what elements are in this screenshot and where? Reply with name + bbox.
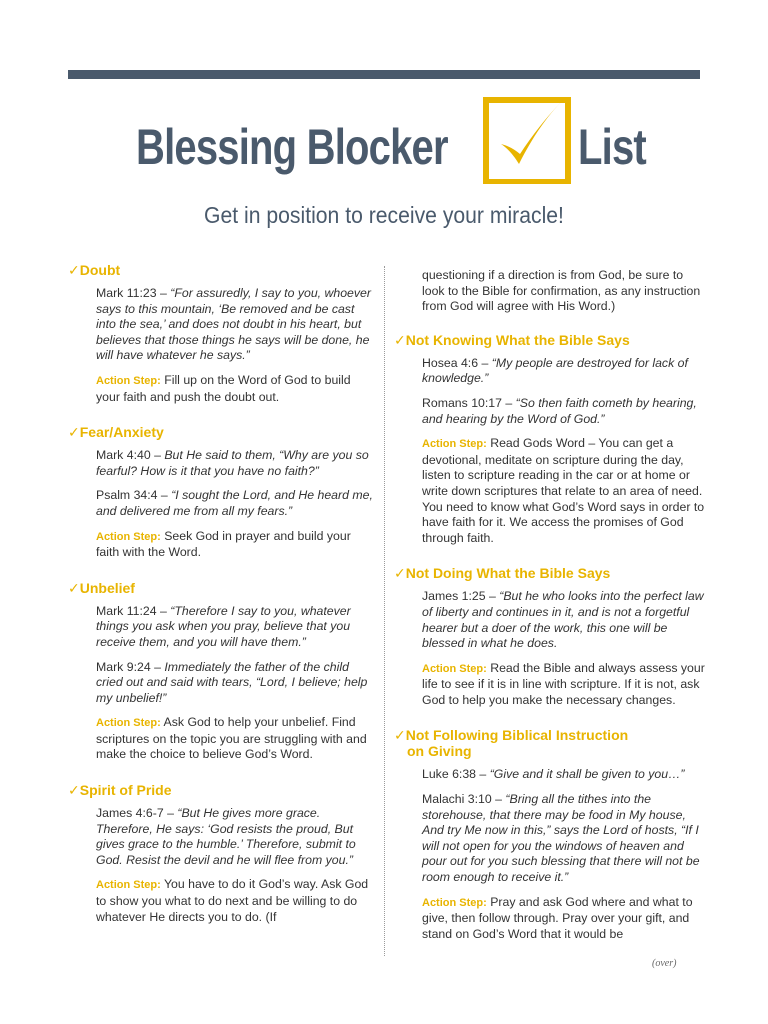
action-text: Seek God in prayer and build your faith with the Word. — [96, 528, 351, 560]
check-icon: ✓ — [394, 565, 406, 582]
heading-text: Not Doing What the Bible Says — [405, 565, 611, 582]
action-label: Action Step: — [96, 879, 161, 892]
scripture — [96, 604, 374, 651]
section-heading — [394, 727, 706, 759]
scripture-ref: Mark 11:23 – — [96, 286, 167, 300]
page-title-list: List — [578, 119, 646, 175]
heading-text: Not Following Biblical Instruction — [405, 727, 629, 744]
action-step — [96, 715, 374, 763]
action-label: Action Step: — [96, 374, 161, 387]
check-icon: ✓ — [68, 262, 80, 278]
scripture — [96, 488, 374, 519]
continued-text: questioning if a direction is from God, be sure to look to the Bible for confirmation, as any instruction from God will agree with His Word.) — [422, 268, 701, 314]
action-label: Action Step: — [422, 438, 487, 451]
check-icon: ✓ — [394, 727, 406, 744]
scripture-quote: “So then faith cometh by hearing, and hearing by the Word of God.” — [422, 395, 697, 426]
action-text: You have to do it God’s way. Ask God to show you what to do next and be willing to do whatever He directs you to do. (If — [96, 877, 369, 924]
over-note: (over) — [652, 958, 677, 969]
scripture-ref: Romans 10:17 – — [422, 395, 513, 410]
scripture — [96, 806, 374, 868]
scripture — [422, 356, 706, 387]
check-icon: ✓ — [68, 579, 80, 596]
scripture — [422, 396, 706, 427]
scripture-ref: Psalm 34:4 – — [96, 488, 168, 503]
scripture-quote: “I sought the Lord, and He heard me, and delivered me from all my fears.” — [96, 488, 373, 518]
section-heading — [394, 332, 706, 348]
checkbox-check-icon — [483, 96, 571, 184]
scripture-quote: “But he who looks into the perfect law of liberty and continues in it, and is not a forgetful hearer but a doer of the work, this one will be blessed in what he does. — [422, 589, 704, 651]
section-not-knowing — [394, 332, 706, 547]
action-step — [422, 895, 706, 943]
action-text: Ask God to help your unbelief. Find scriptures on the topic you are struggling with and make the choice to believe God’s Word. — [96, 715, 367, 762]
scripture — [422, 589, 706, 651]
scripture-ref: Mark 9:24 – — [96, 659, 161, 674]
right-column — [394, 268, 706, 961]
section-giving — [394, 727, 706, 942]
action-text: Read the Bible and always assess your life to see if it is in line with scripture. If it is not, ask God to help you make the necessary changes. — [422, 660, 705, 707]
scripture-quote: “But He gives more grace. Therefore, He says: ‘God resists the proud, But gives grace to the humble.’ Therefore, submit to God. Resist the devil and he will flee from you.” — [96, 806, 356, 867]
heading-text: Spirit of Pride — [79, 782, 172, 799]
section-not-doing — [394, 565, 706, 708]
scripture — [422, 767, 706, 783]
scripture-ref: Malachi 3:10 – — [422, 792, 502, 807]
scripture-quote: “Bring all the tithes into the storehouse, that there may be food in My house, And try Me now in this,” says the Lord of hosts, “If I will not open for you the windows of heaven and pour out for you such blessing that there will not be room enough to receive it.” — [422, 792, 700, 885]
scripture-ref: Luke 6:38 – — [422, 767, 487, 782]
action-step — [422, 661, 706, 709]
check-icon: ✓ — [68, 782, 80, 799]
page-subtitle: Get in position to receive your miracle! — [204, 202, 564, 228]
section-heading — [394, 565, 706, 581]
scripture-ref: Hosea 4:6 – — [422, 355, 489, 370]
action-step — [96, 529, 374, 561]
column-divider — [384, 266, 385, 956]
section-heading — [68, 782, 374, 798]
top-rule — [68, 70, 700, 79]
section-unbelief — [68, 580, 374, 763]
section-pride — [68, 782, 374, 925]
scripture-ref: Mark 11:24 – — [96, 603, 167, 618]
scripture-ref: James 1:25 – — [422, 589, 496, 604]
heading-text: Fear/Anxiety — [79, 424, 164, 441]
action-step — [96, 877, 374, 925]
action-label: Action Step: — [96, 530, 161, 543]
check-icon: ✓ — [394, 331, 406, 348]
title-row — [0, 92, 768, 192]
scripture-ref: Mark 4:40 – — [96, 448, 161, 463]
section-fear — [68, 424, 374, 561]
action-text: Pray and ask God where and what to give, then follow through. Pray over your gift, and stand on God’s Word that it would be — [422, 894, 693, 941]
section-heading — [68, 424, 374, 440]
action-label: Action Step: — [422, 896, 487, 909]
scripture-quote: “For assuredly, I say to you, whoever says to this mountain, ‘Be removed and be cast into the sea,’ and does not doubt in his heart, but believes that those things he says will be done, he will have whatever he says.” — [96, 286, 371, 363]
scripture — [422, 792, 706, 886]
check-icon: ✓ — [68, 424, 80, 441]
action-label: Action Step: — [422, 662, 487, 675]
scripture-ref: James 4:6-7 – — [96, 806, 174, 821]
heading-text: Unbelief — [79, 579, 135, 596]
section-heading — [68, 262, 374, 278]
heading-text: Not Knowing What the Bible Says — [405, 331, 630, 348]
heading-text-continued: on Giving — [407, 743, 472, 760]
heading-text: Doubt — [79, 262, 121, 278]
action-text: Fill up on the Word of God to build your faith and push the doubt out. — [96, 372, 351, 404]
scripture — [96, 286, 374, 364]
left-column — [68, 262, 374, 944]
scripture-quote: Immediately the father of the child cried out and said with tears, “Lord, I believe; help my unbelief!” — [96, 659, 368, 705]
section-heading — [68, 580, 374, 596]
scripture — [96, 660, 374, 707]
scripture-quote: “My people are destroyed for lack of knowledge.” — [422, 355, 688, 386]
scripture-quote: “Therefore I say to you, whatever things you ask when you pray, believe that you receive them, and you will have them.” — [96, 603, 351, 649]
scripture-quote: But He said to them, “Why are you so fearful? How is it that you have no faith?” — [96, 448, 369, 478]
page-title: Blessing Blocker — [136, 119, 448, 175]
action-label: Action Step: — [96, 717, 161, 730]
action-step — [422, 436, 706, 546]
scripture-quote: “Give and it shall be given to you…” — [489, 767, 685, 782]
action-step — [96, 373, 374, 405]
action-text: Read Gods Word – You can get a devotional, meditate on scripture during the day, listen to scripture reading in the car or at home or write down scriptures that relate to an area of need. You need to know what God’s Word says in order to have faith for it. We access the promises of God through faith. — [422, 436, 705, 545]
section-doubt — [68, 262, 374, 405]
scripture — [96, 448, 374, 479]
